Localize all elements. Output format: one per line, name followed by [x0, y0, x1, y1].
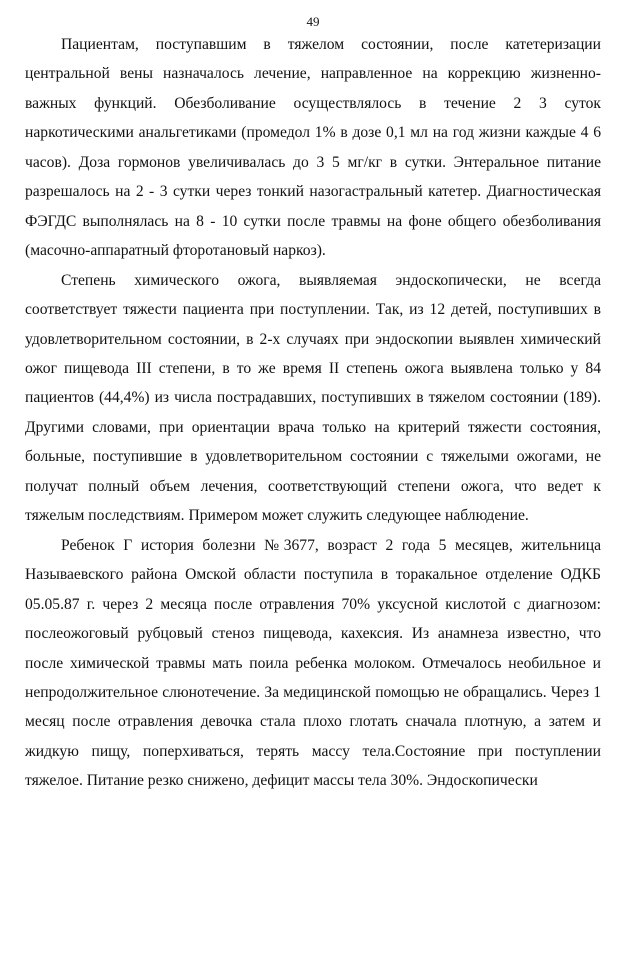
page-number: 49: [306, 14, 320, 29]
document-body: [25, 30, 601, 796]
paragraph-case-report: Ребенок Г история болезни №3677, возраст 2 года 5 месяцев, жительница Называевского района Омской области поступила в торакальное отделение ОДКБ 05.05.87 г. через 2 месяца после отравления 70% уксусной кислотой с диагнозом: послеожоговый рубцовый стеноз пищевода, кахексия. Из анамнеза известно, что после химической травмы мать поила ребенка молоком. Отмечалось необильное и непродолжительное слюнотечение. За медицинской помощью не обращались. Через 1 месяц после отравления девочка стала плохо глотать сначала плотную, а затем и жидкую пищу, поперхиваться, терять массу тела.Состояние при поступлении тяжелое. Питание резко снижено, дефицит массы тела 30%. Эндоскопически: [25, 536, 601, 790]
paragraph-burn-severity: Степень химического ожога, выявляемая эндоскопически, не всегда соответствует тяжести пациента при поступлении. Так, из 12 детей, поступивших в удовлетворительном состоянии, в 2-х случаях при эндоскопии выявлен химический ожог пищевода III степени, в то же время II степень ожога выявлена только у 84 пациентов (44,4%) из числа пострадавших, поступивших в тяжелом состоянии (189). Другими словами, при ориентации врача только на критерий тяжести состояния, больные, поступившие в удовлетворительном состоянии с тяжелыми ожогами, не получат полный объем лечения, соответствующий степени ожога, что ведет к тяжелым последствиям. Примером может служить следующее наблюдение.: [25, 271, 601, 525]
paragraph-treatment: Пациентам, поступавшим в тяжелом состоянии, после катетеризации центральной вены назначалось лечение, направленное на коррекцию жизненно-важных функций. Обезболивание осуществлялось в течение 2 3 суток наркотическими анальгетиками (промедол 1% в дозе 0,1 мл на год жизни каждые 4 6 часов). Доза гормонов увеличивалась до 3 5 мг/кг в сутки. Энтеральное питание разрешалось на 2 - 3 сутки через тонкий назогастральный катетер. Диагностическая ФЭГДС выполнялась на 8 - 10 сутки после травмы на фоне общего обезболивания (масочно-аппаратный фторотановый наркоз).: [25, 36, 601, 260]
